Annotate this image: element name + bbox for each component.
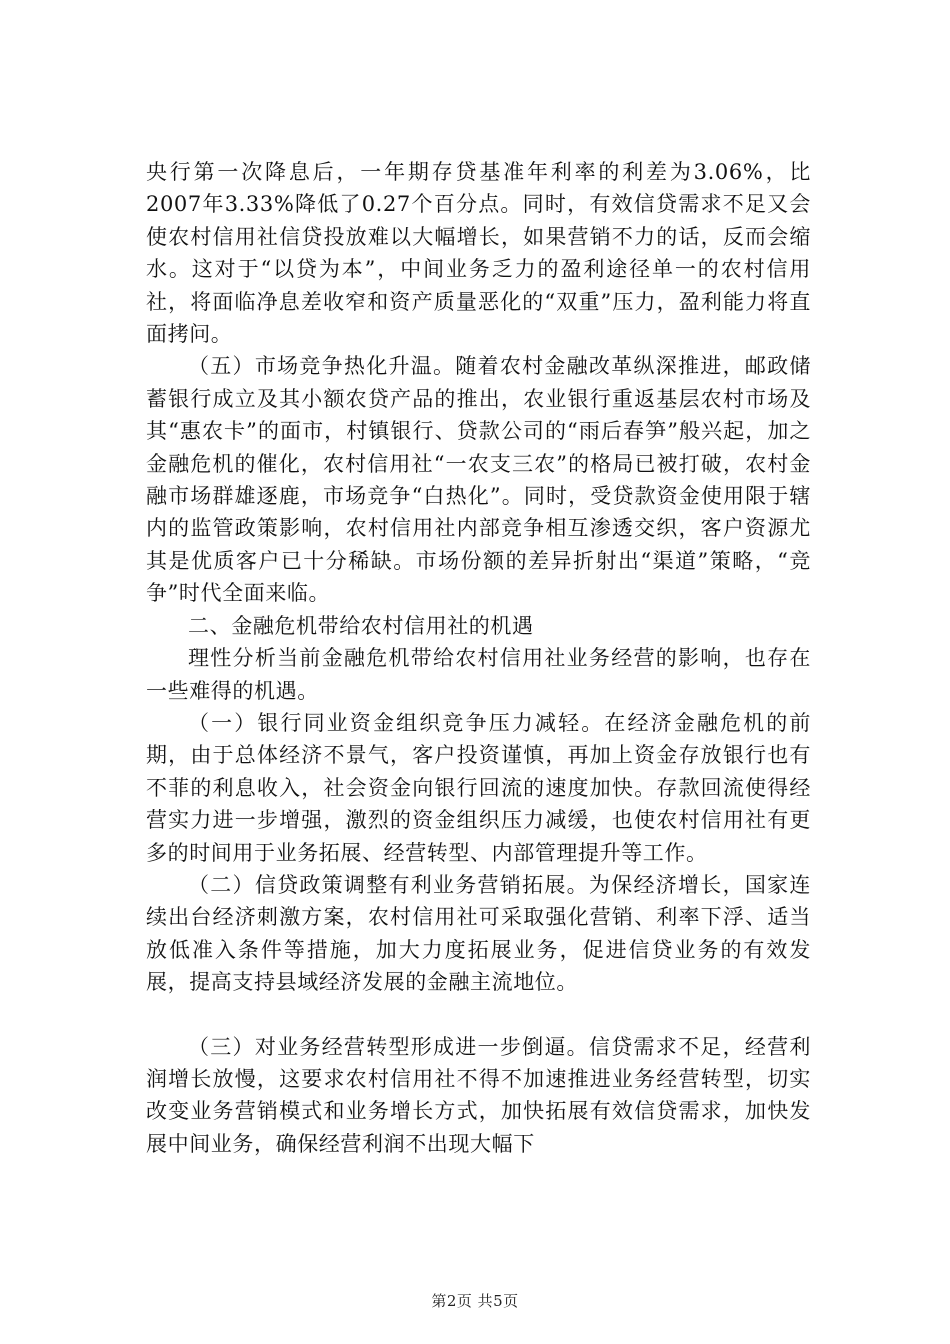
paragraph-opportunities-intro: 理性分析当前金融危机带给农村信用社业务经营的影响，也存在一些难得的机遇。 [146, 646, 811, 703]
paragraph-market-competition: （五）市场竞争热化升温。随着农村金融改革纵深推进，邮政储蓄银行成立及其小额农贷产品的推出，农业银行重返基层农村市场及其“惠农卡”的面市，村镇银行、贷款公司的“雨后春笋”般兴起，加之金融危机的催化，农村信用社“一农支三农”的格局已被打破，农村金融市场群雄逐鹿，市场竞争“白热化”。同时，受贷款资金使用限于辖内的监管政策影响，农村信用社内部竞争相互渗透交织，客户资源尤其是优质客户已十分稀缺。市场份额的差异折射出“渠道”策略，“竞争”时代全面来临。 [146, 354, 811, 606]
page-footer [0, 1290, 950, 1311]
paragraph-continuation: 央行第一次降息后，一年期存贷基准年利率的利差为3.06%，比2007年3.33%降低了0.27个百分点。同时，有效信贷需求不足又会使农村信用社信贷投放难以大幅增长，如果营销不力的话，反而会缩水。这对于“以贷为本”，中间业务乏力的盈利途径单一的农村信用社，将面临净息差收窄和资产质量恶化的“双重”压力，盈利能力将直面拷问。 [146, 160, 811, 347]
document-body [146, 156, 811, 1160]
paragraph-opportunity-two: （二）信贷政策调整有利业务营销拓展。为保经济增长，国家连续出台经济刺激方案，农村信用社可采取强化营销、利率下浮、适当放低准入条件等措施，加大力度拓展业务，促进信贷业务的有效发展，提高支持县域经济发展的金融主流地位。 [146, 872, 811, 995]
paragraph-opportunity-one: （一）银行同业资金组织竞争压力减轻。在经济金融危机的前期，由于总体经济不景气，客户投资谨慎，再加上资金存放银行也有不菲的利息收入，社会资金向银行回流的速度加快。存款回流使得经营实力进一步增强，激烈的资金组织压力减缓，也使农村信用社有更多的时间用于业务拓展、经营转型、内部管理提升等工作。 [146, 710, 811, 865]
section-heading-opportunities: 二、金融危机带给农村信用社的机遇 [188, 613, 534, 638]
paragraph-opportunity-three: （三）对业务经营转型形成进一步倒逼。信贷需求不足，经营利润增长放慢，这要求农村信用社不得不加速推进业务经营转型，切实改变业务营销模式和业务增长方式，加快拓展有效信贷需求，加快发展中间业务，确保经营利润不出现大幅下 [146, 1034, 811, 1156]
page-number-label: 第2页 共5页 [431, 1292, 519, 1310]
